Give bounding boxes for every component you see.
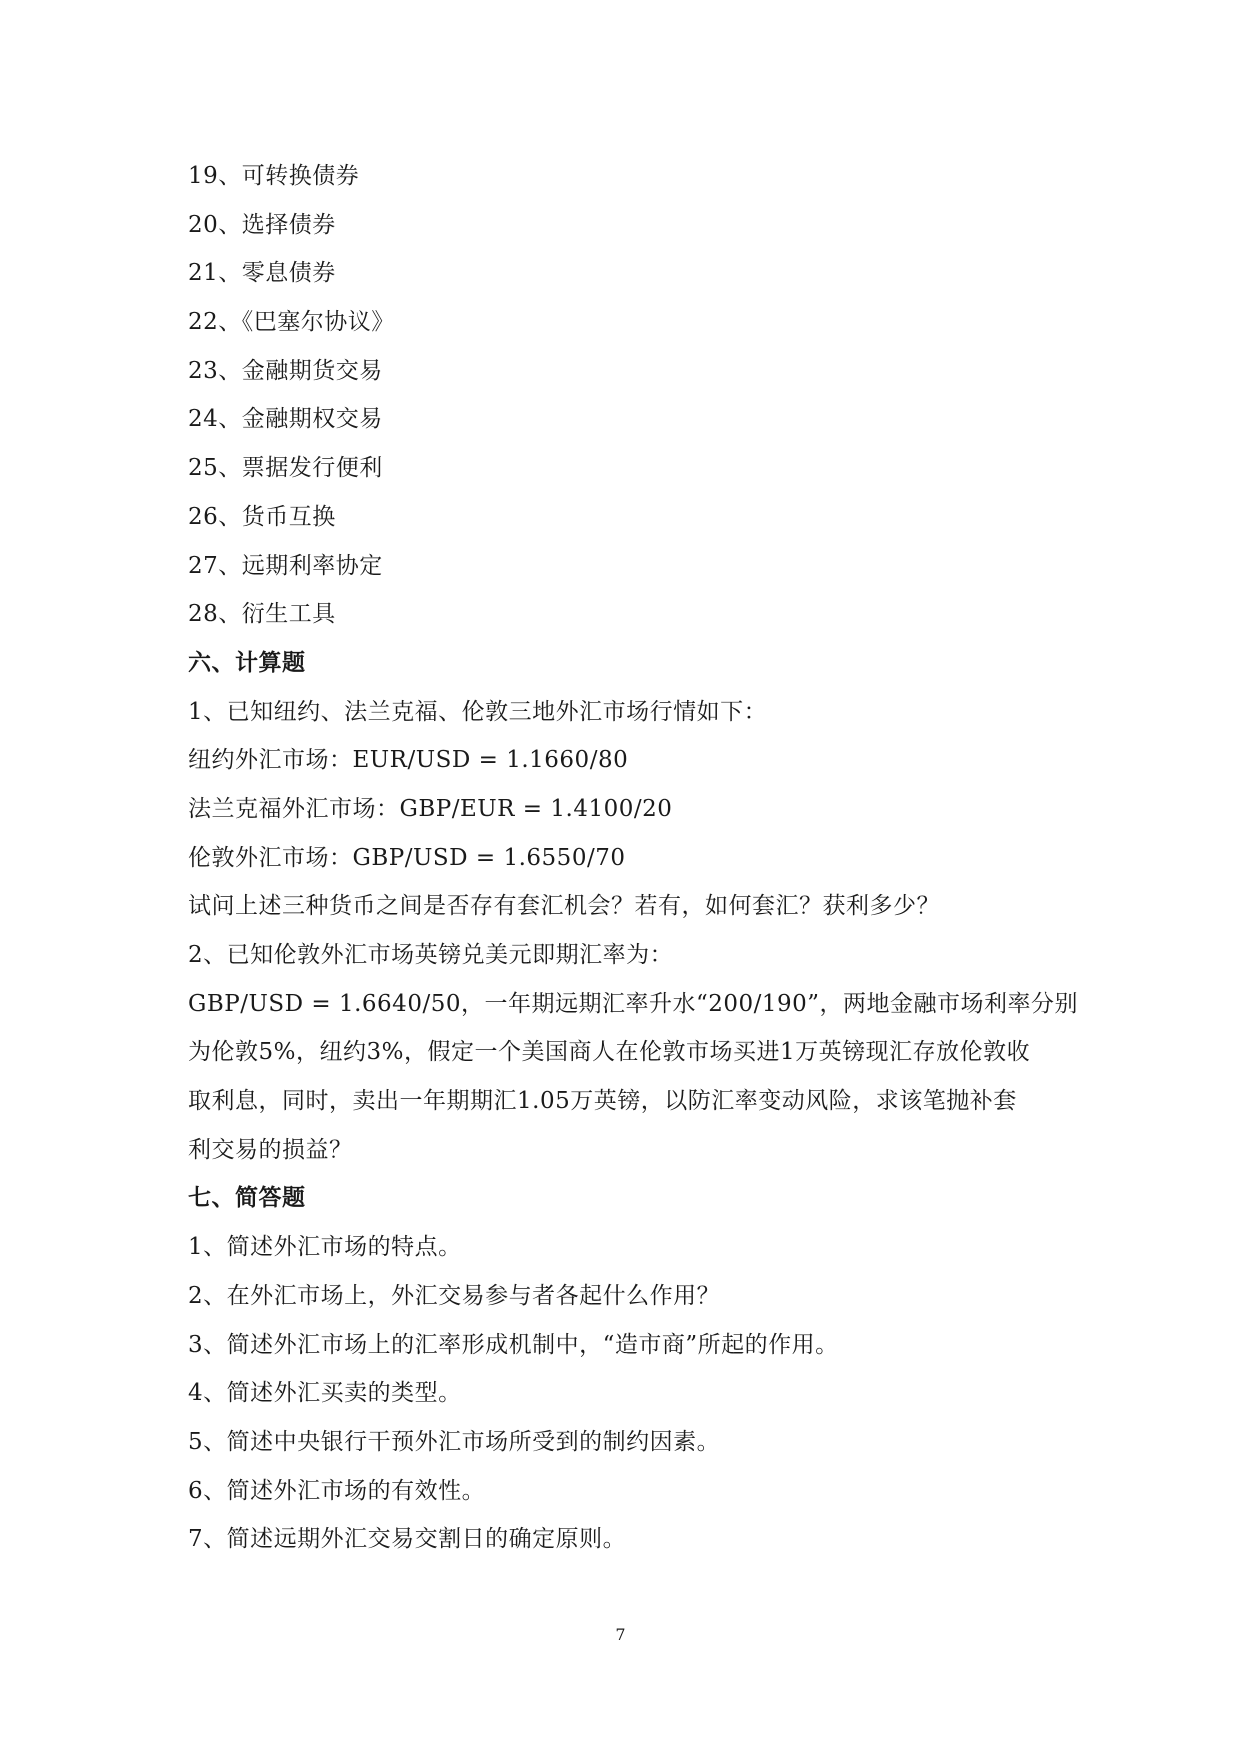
question-2-intro: 2、已知伦敦外汇市场英镑兑美元即期汇率为： bbox=[188, 942, 674, 968]
short-answer-list bbox=[188, 1223, 1068, 1564]
question-2-line: 为伦敦5%，纽约3%，假定一个美国商人在伦敦市场买进1万英镑现汇存放伦敦收 bbox=[188, 1039, 1031, 1066]
list-item: 3、简述外汇市场上的汇率形成机制中，“造市商”所起的作用。 bbox=[188, 1331, 839, 1358]
list-item: 22、《巴塞尔协议》 bbox=[188, 309, 395, 336]
list-item: 1、简述外汇市场的特点。 bbox=[188, 1234, 462, 1261]
question-1-intro: 1、已知纽约、法兰克福、伦敦三地外汇市场行情如下： bbox=[188, 698, 768, 725]
list-item: 7、简述远期外汇交易交割日的确定原则。 bbox=[188, 1526, 627, 1553]
list-item: 20、选择债券 bbox=[188, 211, 336, 238]
page-number: 7 bbox=[615, 1625, 626, 1644]
rate-frankfurt: 法兰克福外汇市场：GBP/EUR = 1.4100/20 bbox=[188, 795, 673, 822]
question-2-line: GBP/USD = 1.6640/50，一年期远期汇率升水“200/190”，两地金融市场利率分别 bbox=[188, 990, 1079, 1017]
rate-london: 伦敦外汇市场：GBP/USD = 1.6550/70 bbox=[188, 844, 626, 871]
list-item: 28、衍生工具 bbox=[188, 601, 336, 628]
list-item: 25、票据发行便利 bbox=[188, 455, 383, 482]
rate-new-york: 纽约外汇市场：EUR/USD = 1.1660/80 bbox=[188, 747, 629, 774]
page-content bbox=[188, 152, 1079, 1564]
list-item: 23、金融期货交易 bbox=[188, 357, 383, 384]
question-2-line: 利交易的损益？ bbox=[188, 1136, 353, 1163]
section-heading-short-answer: 七、简答题 bbox=[188, 1185, 306, 1212]
list-item: 19、可转换债券 bbox=[188, 163, 360, 189]
term-list bbox=[188, 152, 1068, 639]
list-item: 6、简述外汇市场的有效性。 bbox=[188, 1477, 486, 1504]
list-item: 4、简述外汇买卖的类型。 bbox=[188, 1380, 462, 1407]
list-item: 21、零息债券 bbox=[188, 260, 336, 287]
question-1 bbox=[188, 688, 1068, 931]
list-item: 5、简述中央银行干预外汇市场所受到的制约因素。 bbox=[188, 1428, 721, 1455]
question-1-prompt: 试问上述三种货币之间是否存有套汇机会？若有，如何套汇？获利多少？ bbox=[188, 893, 940, 920]
list-item: 24、金融期权交易 bbox=[188, 406, 383, 433]
section-heading-calculation: 六、计算题 bbox=[188, 649, 306, 676]
list-item: 2、在外汇市场上，外汇交易参与者各起什么作用？ bbox=[188, 1282, 721, 1309]
list-item: 27、远期利率协定 bbox=[188, 552, 383, 579]
list-item: 26、货币互换 bbox=[188, 503, 336, 530]
question-2 bbox=[188, 931, 1079, 1174]
question-2-line: 取利息，同时，卖出一年期期汇1.05万英镑，以防汇率变动风险，求该笔抛补套 bbox=[188, 1088, 1017, 1115]
